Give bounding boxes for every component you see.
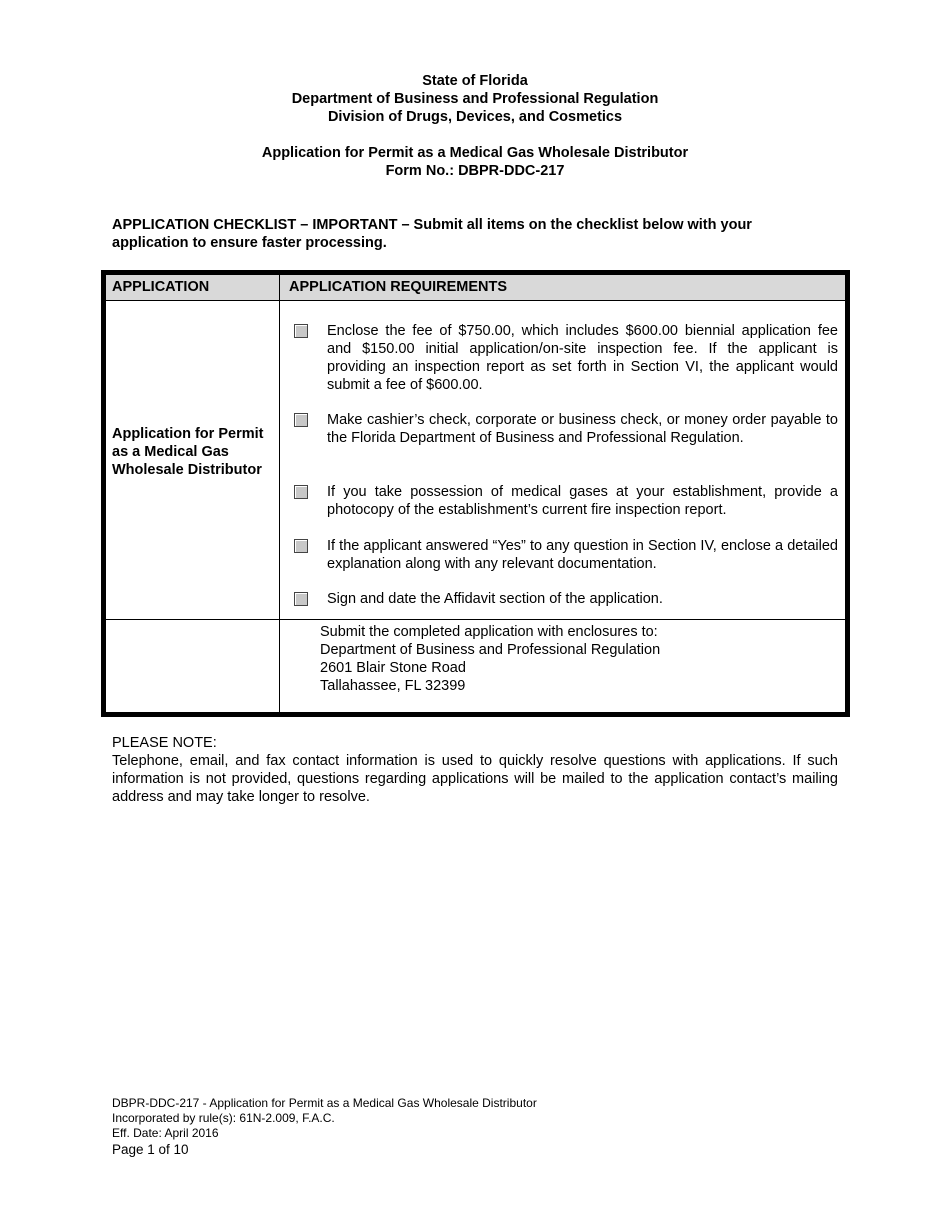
requirement-checkbox[interactable]	[294, 485, 308, 499]
col-header-application: APPLICATION	[112, 279, 210, 295]
requirement-checkbox[interactable]	[294, 324, 308, 338]
please-note-section	[112, 734, 838, 806]
submit-city: Tallahassee, FL 32399	[320, 678, 466, 694]
department-name: Department of Business and Professional Regulation	[291, 91, 659, 107]
form-number: Form No.: DBPR-DDC-217	[385, 163, 565, 179]
footer-effective-date: Eff. Date: April 2016	[112, 1126, 219, 1140]
row-divider	[106, 619, 845, 620]
form-title: Application for Permit as a Medical Gas Wholesale Distributor	[261, 145, 689, 161]
submit-street: 2601 Blair Stone Road	[320, 660, 466, 676]
state-name: State of Florida	[422, 73, 528, 89]
requirement-checkbox[interactable]	[294, 413, 308, 427]
requirement-checkbox[interactable]	[294, 539, 308, 553]
page-footer	[112, 1096, 537, 1158]
requirement-text: Enclose the fee of $750.00, which includes $600.00 biennial application fee and $150.00 initial application/on-site inspection fee. If the applicant is providing an inspection report as set forth in Section VI, the applicant would submit a fee of $600.00.	[327, 323, 838, 393]
division-name: Division of Drugs, Devices, and Cosmetics	[327, 109, 623, 125]
submit-department: Department of Business and Professional Regulation	[320, 642, 661, 658]
checklist-table	[101, 270, 850, 717]
requirement-text: Make cashier’s check, corporate or business check, or money order payable to the Florida Department of Business and Professional Regulation.	[327, 412, 838, 446]
submit-address-block	[320, 623, 660, 695]
requirement-text: Sign and date the Affidavit section of the application.	[327, 591, 663, 607]
note-body: Telephone, email, and fax contact information is used to quickly resolve questions with applications. If such information is not provided, questions regarding applications will be mailed to the application contact’s mailing address and may take longer to resolve.	[112, 753, 838, 805]
submit-instruction: Submit the completed application with enclosures to:	[320, 624, 658, 640]
column-divider	[279, 275, 280, 712]
checklist-intro: APPLICATION CHECKLIST – IMPORTANT – Submit all items on the checklist below with your application to ensure faster processing.	[112, 217, 752, 251]
requirement-item	[294, 322, 838, 394]
requirement-checkbox[interactable]	[294, 592, 308, 606]
requirement-item	[294, 537, 838, 573]
note-title: PLEASE NOTE:	[112, 735, 217, 751]
footer-form-title: DBPR-DDC-217 - Application for Permit as a Medical Gas Wholesale Distributor	[112, 1096, 537, 1110]
requirement-item	[294, 483, 838, 519]
application-type-label: Application for Permit as a Medical Gas Wholesale Distributor	[112, 426, 264, 478]
requirement-item	[294, 590, 838, 608]
col-header-requirements: APPLICATION REQUIREMENTS	[289, 279, 508, 295]
table-header-row	[106, 275, 845, 301]
document-header	[0, 72, 950, 180]
requirement-item	[294, 411, 838, 447]
footer-rule: Incorporated by rule(s): 61N-2.009, F.A.C.	[112, 1111, 335, 1125]
requirement-text: If the applicant answered “Yes” to any question in Section IV, enclose a detailed explanation along with any relevant documentation.	[327, 538, 838, 572]
page-number: Page 1 of 10	[112, 1142, 189, 1157]
requirement-text: If you take possession of medical gases at your establishment, provide a photocopy of the establishment’s current fire inspection report.	[327, 484, 838, 518]
